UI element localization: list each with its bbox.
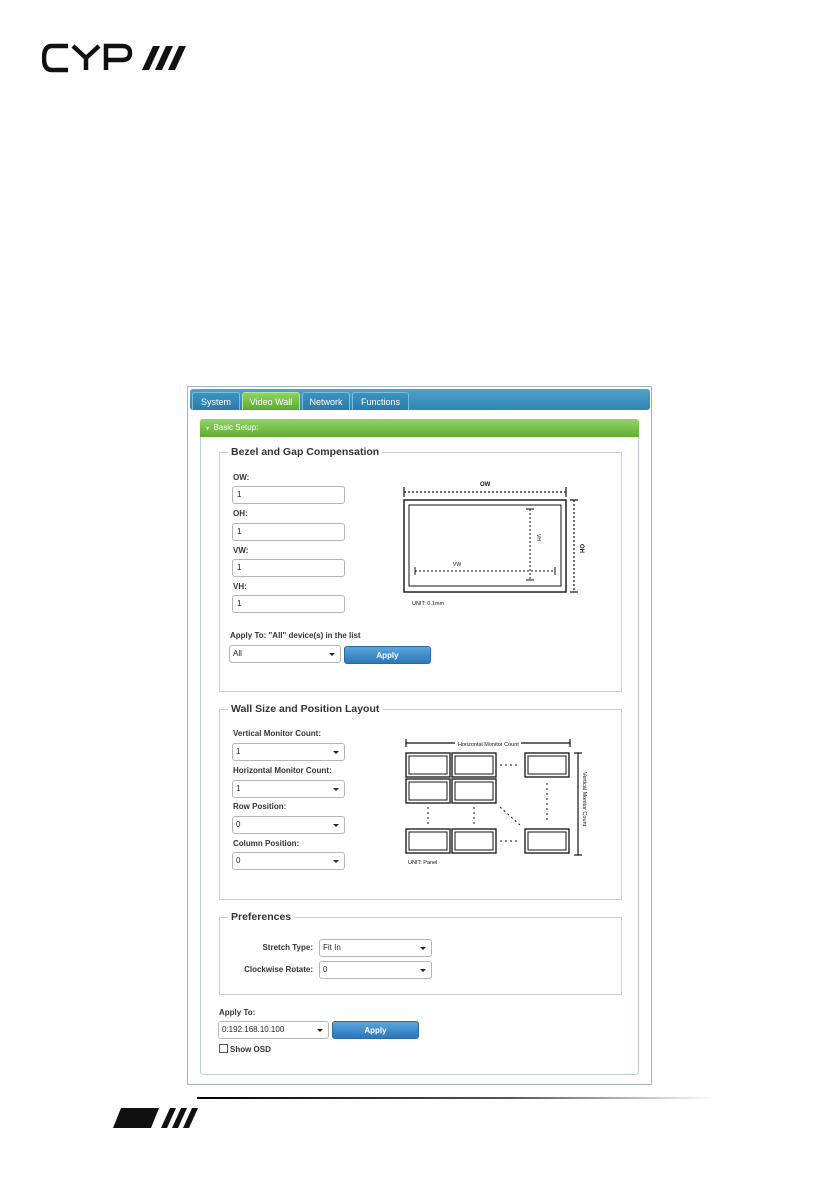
collapse-icon: ▾ [206,426,210,432]
oh-diagram-label: OH [578,544,584,553]
cyp-logo [42,40,187,76]
horizontal-count-label: Horizontal Monitor Count: [233,766,332,775]
vertical-count-diagram-label: Vertical Monitor Count [581,772,587,827]
wall-unit-label: UNIT: Panel [408,860,438,866]
apply-to-select[interactable] [218,1021,329,1039]
horizontal-count-select[interactable] [232,780,345,798]
show-osd-checkbox[interactable] [219,1044,228,1053]
ow-label: OW: [233,473,250,482]
preferences-legend: Preferences [228,911,294,923]
tab-system[interactable]: System [192,392,240,410]
tab-network[interactable]: Network [302,392,350,410]
row-position-label: Row Position: [233,802,287,811]
tab-bar [190,389,650,410]
apply-all-label: Apply To: "All" device(s) in the list [230,631,361,640]
vertical-count-value: 1 [236,747,241,756]
vh-input[interactable]: 1 [232,595,345,613]
row-position-select[interactable] [232,816,345,834]
chevron-down-icon [420,947,426,950]
apply-to-label: Apply To: [219,1008,256,1017]
tab-functions[interactable]: Functions [352,392,409,410]
vertical-count-label: Vertical Monitor Count: [233,729,321,738]
apply-all-select[interactable] [229,645,341,663]
oh-input[interactable]: 1 [232,523,345,541]
chevron-down-icon [420,969,426,972]
vw-diagram-label: VW [453,562,462,568]
column-position-label: Column Position: [233,839,300,848]
footer-divider [197,1097,717,1099]
tab-video-wall[interactable]: Video Wall [242,392,300,410]
vertical-count-select[interactable] [232,743,345,761]
chevron-down-icon [333,788,339,791]
bezel-diagram [398,476,594,610]
bezel-unit-label: UNIT: 0.1mm [412,601,445,607]
show-osd-label: Show OSD [230,1045,271,1054]
footer-logo [113,1106,201,1128]
chevron-down-icon [317,1029,323,1032]
vh-diagram-label: VH [535,534,541,541]
apply-to-value: 0:192.168.10.100 [222,1025,285,1034]
chevron-down-icon [333,751,339,754]
stretch-type-select[interactable] [319,939,432,957]
wall-legend: Wall Size and Position Layout [228,703,382,715]
vh-label: VH: [233,582,247,591]
stretch-type-label: Stretch Type: [262,943,313,952]
stretch-type-value: Fit In [323,943,341,952]
wall-layout-diagram [400,737,590,869]
vw-input[interactable]: 1 [232,559,345,577]
basic-setup-header[interactable] [200,419,639,437]
clockwise-rotate-value: 0 [323,965,328,974]
section-title: Basic Setup: [213,423,259,432]
apply-button[interactable]: Apply [332,1021,419,1039]
horizontal-count-diagram-label: Horizontal Monitor Count [458,742,519,748]
oh-label: OH: [233,509,248,518]
bezel-legend: Bezel and Gap Compensation [228,446,382,458]
clockwise-rotate-label: Clockwise Rotate: [244,965,313,974]
clockwise-rotate-select[interactable] [319,961,432,979]
column-position-select[interactable] [232,852,345,870]
apply-all-value: All [233,649,242,658]
vw-label: VW: [233,546,249,555]
chevron-down-icon [333,860,339,863]
chevron-down-icon [329,653,335,656]
column-position-value: 0 [236,856,241,865]
horizontal-count-value: 1 [236,784,241,793]
row-position-value: 0 [236,820,241,829]
ow-diagram-label: OW [480,482,491,488]
chevron-down-icon [333,824,339,827]
bezel-apply-button[interactable]: Apply [344,646,431,664]
ow-input[interactable]: 1 [232,486,345,504]
